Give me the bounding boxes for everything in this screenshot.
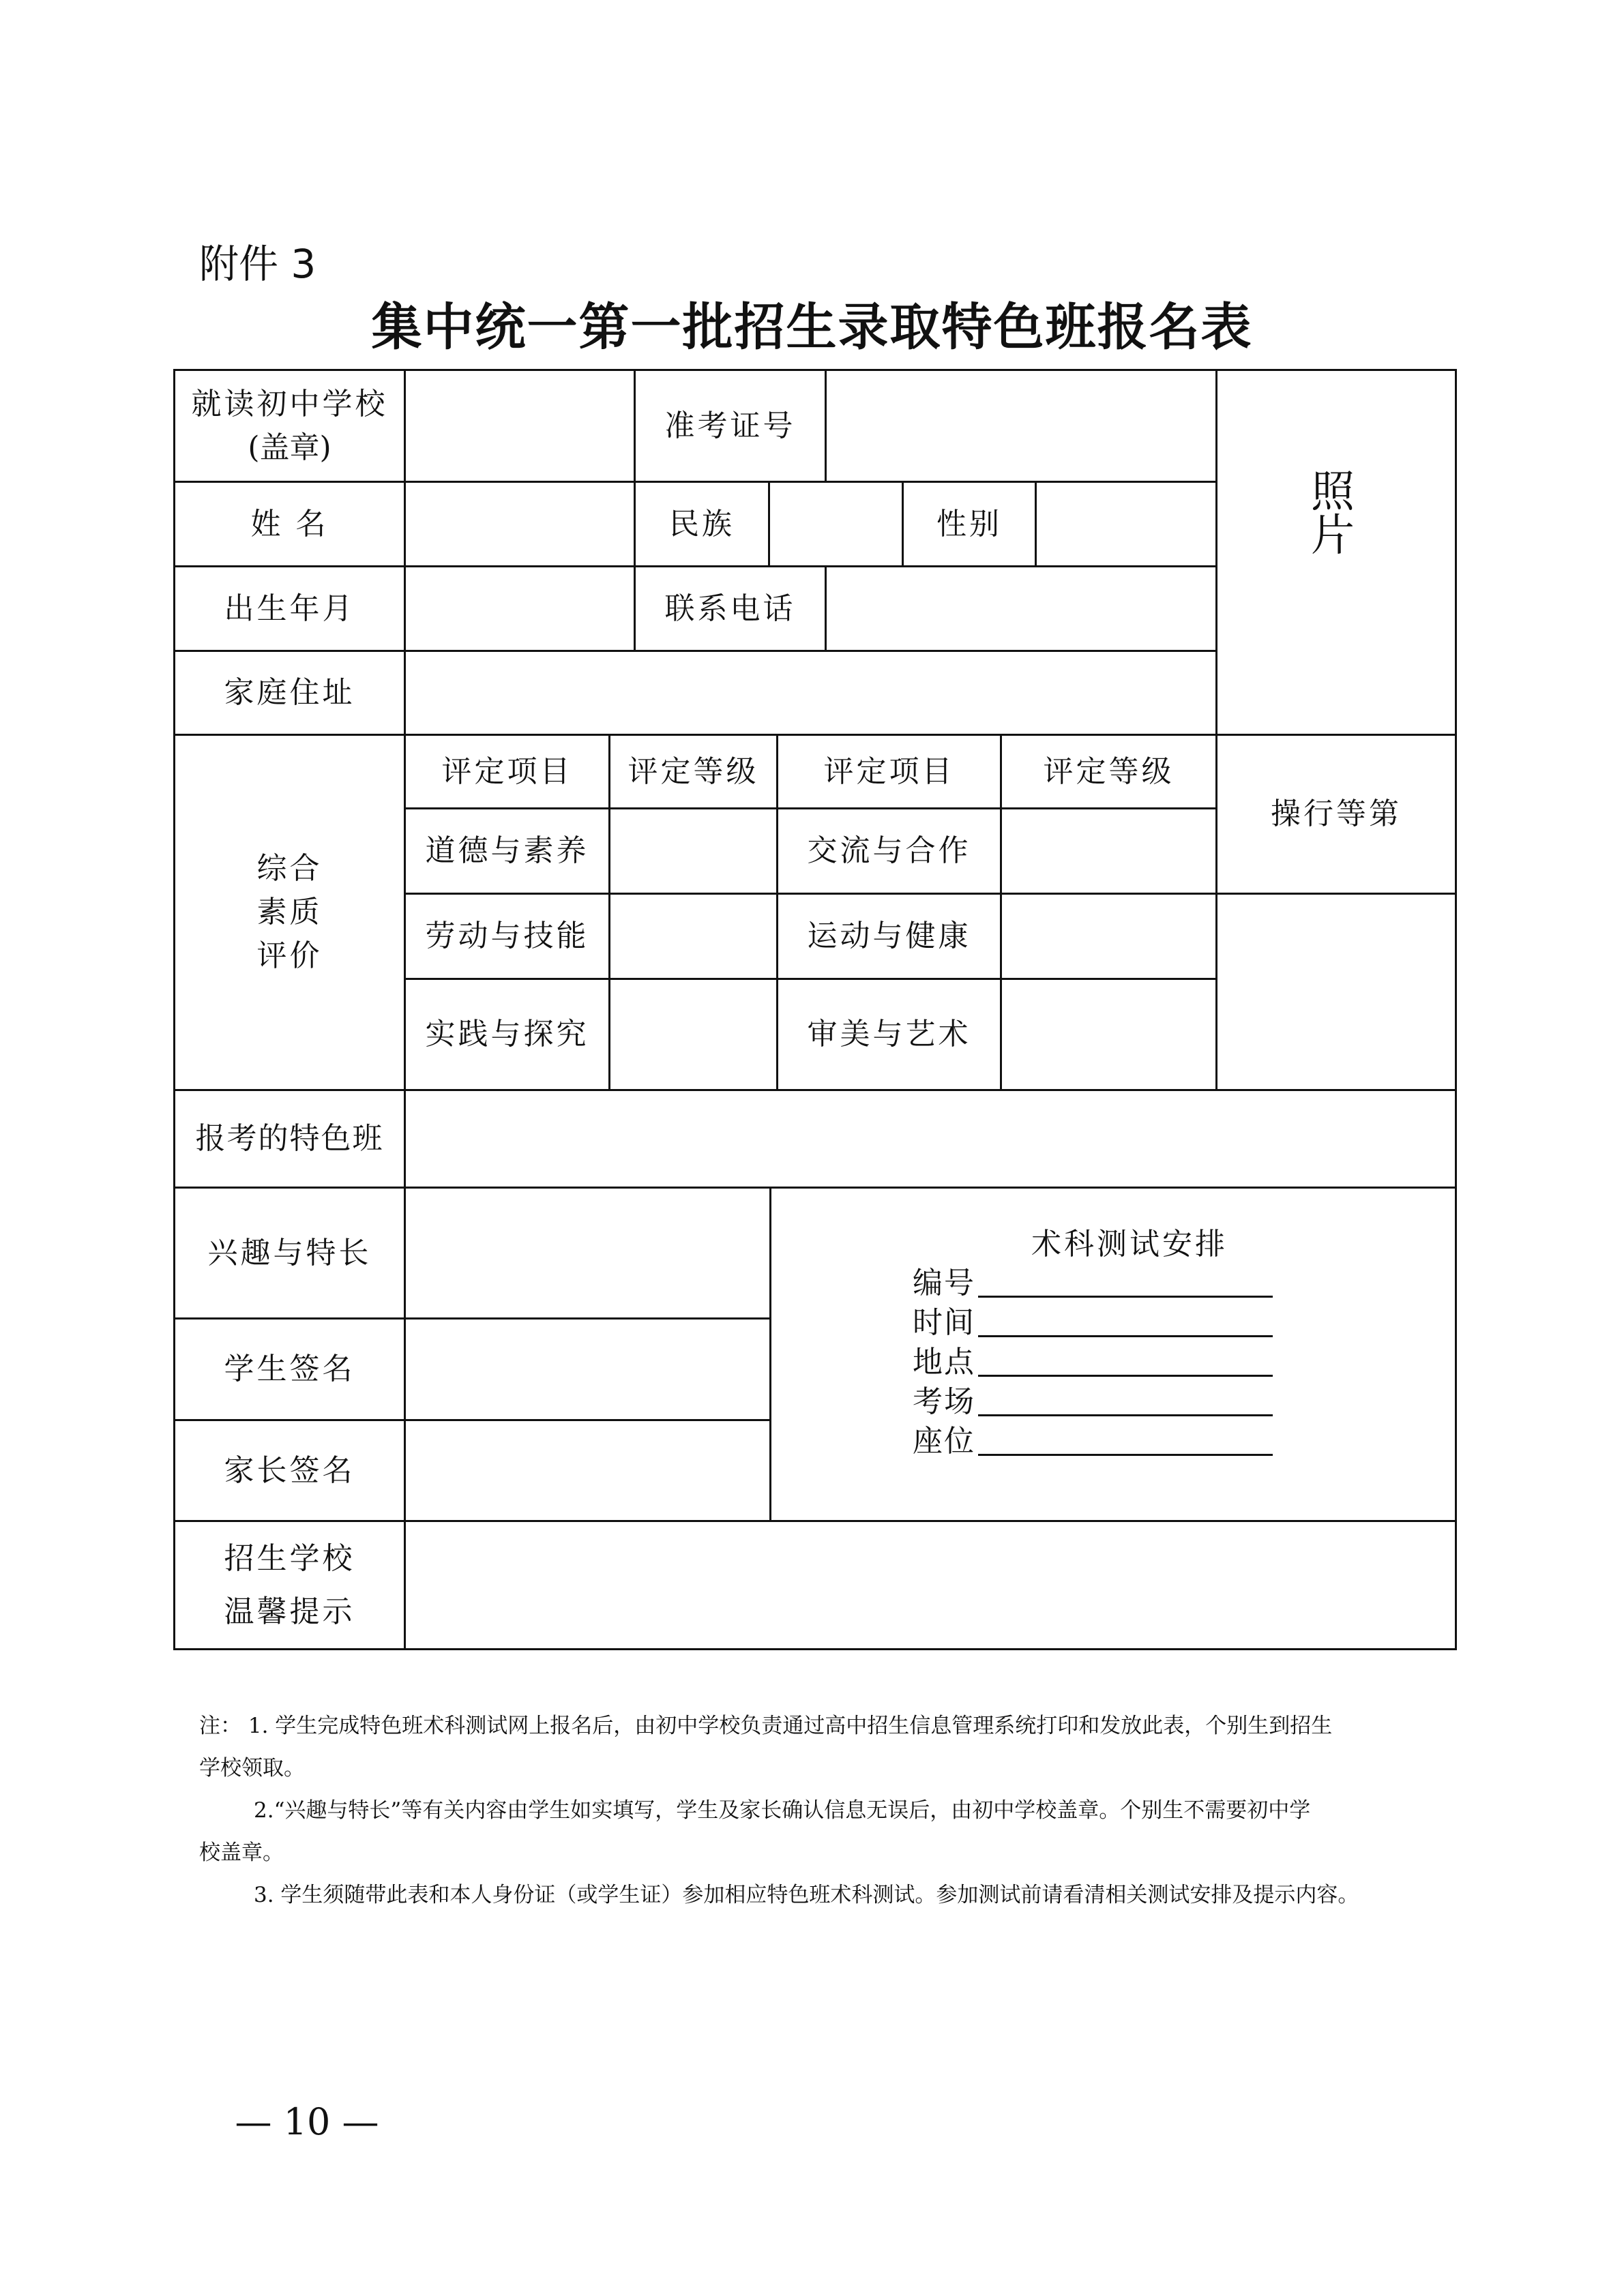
arrangement-field-number[interactable] (913, 1264, 1273, 1303)
eval-item-labor: 劳动与技能 (425, 919, 589, 953)
arrangement-field-seat-label: 座位 (913, 1424, 975, 1459)
photo-box[interactable] (1217, 371, 1455, 734)
school-input[interactable] (406, 371, 634, 481)
arrangement-field-location-label: 地点 (913, 1345, 975, 1380)
eval-grade-labor[interactable] (610, 895, 776, 978)
form-title: 集中统一第一批招生录取特色班报名表 (371, 298, 1253, 357)
arrangement-field-time-label: 时间 (913, 1305, 975, 1340)
note-line-2: 学校领取。 (199, 1756, 305, 1780)
parent-signature-field[interactable] (406, 1421, 769, 1520)
arrangement-field-time-line (978, 1335, 1273, 1337)
ethnicity-label: 民族 (669, 506, 735, 541)
student-signature-field[interactable] (406, 1320, 769, 1419)
note-line-3: 2.“兴趣与特长”等有关内容由学生如实填写，学生及家长确认信息无误后，由初中学校盖章。个别生不需要初中学 (254, 1798, 1311, 1823)
eval-grade-communication[interactable] (1002, 809, 1215, 893)
evaluation-label-line2: 素质 (256, 895, 323, 929)
eval-item-arts: 审美与艺术 (807, 1017, 971, 1052)
recruit-school-label (175, 1522, 404, 1648)
address-input[interactable] (406, 652, 1215, 734)
eval-header-grade-left: 评定等级 (628, 754, 759, 789)
note-line-4: 校盖章。 (199, 1840, 284, 1865)
arrangement-field-room[interactable] (913, 1382, 1273, 1422)
test-arrangement-fields (913, 1264, 1273, 1461)
test-arrangement-title: 术科测试安排 (1031, 1227, 1228, 1262)
conduct-label: 操行等第 (1271, 796, 1402, 831)
interest-label: 兴趣与特长 (207, 1235, 372, 1270)
eval-header-grade-right: 评定等级 (1043, 754, 1175, 789)
school-label-line1: 就读初中学校 (191, 386, 388, 421)
ethnicity-input[interactable] (770, 483, 902, 565)
gender-label: 性别 (936, 506, 1002, 541)
eval-grade-sports[interactable] (1002, 895, 1215, 978)
arrangement-field-room-line (978, 1414, 1273, 1416)
notes-section (199, 1705, 1447, 1916)
attachment-label: 附件 3 (199, 241, 316, 287)
arrangement-field-number-label: 编号 (913, 1266, 975, 1300)
address-label: 家庭住址 (224, 675, 355, 710)
arrangement-field-time[interactable] (913, 1303, 1273, 1343)
eval-grade-arts[interactable] (1002, 980, 1215, 1089)
eval-grade-practice[interactable] (610, 980, 776, 1089)
eval-header-item-right: 评定项目 (823, 754, 955, 789)
test-arrangement-box (771, 1189, 1455, 1520)
arrangement-field-seat[interactable] (913, 1422, 1273, 1461)
evaluation-label-line3: 评价 (256, 938, 323, 973)
special-class-label: 报考的特色班 (195, 1121, 384, 1156)
evaluation-label (175, 736, 404, 1089)
note-line-5: 3. 学生须随带此表和本人身份证（或学生证）参加相应特色班术科测试。参加测试前请看清相关测试安排及提示内容。 (254, 1883, 1359, 1907)
eval-header-item-left: 评定项目 (441, 754, 573, 789)
evaluation-label-line1: 综合 (256, 851, 323, 886)
phone-label: 联系电话 (664, 591, 796, 626)
exam-id-label: 准考证号 (664, 408, 796, 443)
eval-item-morality: 道德与素养 (425, 833, 589, 868)
parent-sign-label: 家长签名 (224, 1452, 355, 1488)
school-label-stamp: (盖章) (248, 430, 331, 465)
name-label: 姓 名 (250, 506, 329, 541)
eval-item-communication: 交流与合作 (807, 833, 971, 868)
arrangement-field-room-label: 考场 (913, 1384, 975, 1419)
arrangement-field-number-line (978, 1296, 1273, 1298)
arrangement-field-seat-line (978, 1454, 1273, 1456)
exam-id-input[interactable] (827, 371, 1215, 481)
name-input[interactable] (406, 483, 634, 565)
birth-input[interactable] (406, 567, 634, 650)
school-label (175, 371, 404, 481)
student-sign-label: 学生签名 (224, 1352, 355, 1386)
special-class-input[interactable] (406, 1091, 1455, 1187)
eval-item-practice: 实践与探究 (425, 1017, 589, 1052)
birth-label: 出生年月 (224, 591, 355, 626)
arrangement-field-location-line (978, 1375, 1273, 1377)
interest-input[interactable] (406, 1189, 769, 1317)
phone-input[interactable] (827, 567, 1215, 650)
arrangement-field-location[interactable] (913, 1343, 1273, 1382)
recruit-school-tips-field[interactable] (406, 1522, 1455, 1648)
note-line-1: 注： 1. 学生完成特色班术科测试网上报名后，由初中学校负责通过高中招生信息管理系统打印和发放此表，个别生到招生 (199, 1714, 1333, 1738)
page-number: — 10 — (235, 2100, 379, 2143)
photo-label: 照 片 (1311, 467, 1402, 561)
recruit-school-label-line1: 招生学校 (224, 1540, 355, 1576)
recruit-school-label-line2: 温馨提示 (224, 1594, 355, 1629)
eval-grade-morality[interactable] (610, 809, 776, 893)
gender-input[interactable] (1037, 483, 1215, 565)
conduct-input[interactable] (1217, 895, 1455, 1089)
eval-item-sports: 运动与健康 (807, 919, 971, 953)
